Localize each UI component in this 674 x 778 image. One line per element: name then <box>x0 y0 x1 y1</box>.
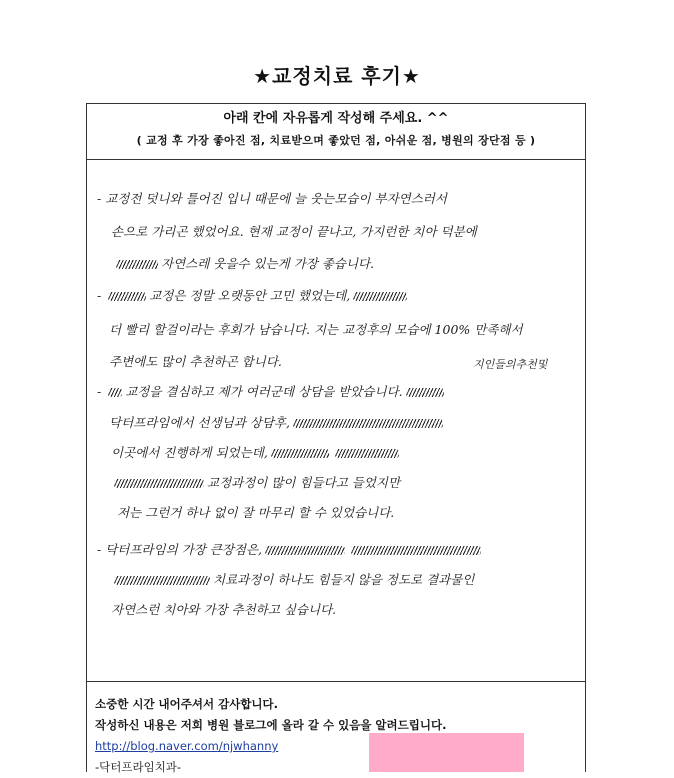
handwritten-line-wrap <box>111 570 474 588</box>
handwritten-line: 치료과정이 하나도 힘들지 않을 정도로 결과물인 <box>213 572 475 587</box>
crossed-out-scribble <box>353 292 407 301</box>
handwritten-margin-note: 지인들의추천및 <box>473 358 548 371</box>
handwritten-line: 자연스레 웃을수 있는게 가장 좋습니다. <box>161 256 375 271</box>
redaction-block <box>369 733 524 772</box>
handwritten-line-wrap: - 교정을 결심하고 제가 여러군데 상담을 받았습니다. <box>97 382 447 400</box>
review-form-box <box>86 103 586 772</box>
handwritten-review <box>87 160 585 680</box>
footer-divider <box>87 681 585 682</box>
handwritten-line: 교정을 결심하고 제가 여러군데 상담을 받았습니다. <box>125 384 403 399</box>
crossed-out-scribble <box>406 388 444 397</box>
handwritten-line-wrap <box>111 473 400 491</box>
form-header <box>87 104 585 160</box>
crossed-out-scribble <box>351 546 481 555</box>
handwritten-line: 닥터프라임에서 선생님과 상담후, <box>109 415 290 430</box>
crossed-out-scribble <box>293 419 443 428</box>
handwritten-line-wrap <box>109 413 446 431</box>
handwritten-line: 저는 그런거 하나 없이 잘 마무리 할 수 있었습니다. <box>117 505 395 520</box>
crossed-out-scribble <box>108 388 122 397</box>
handwritten-line-wrap <box>111 443 402 461</box>
handwritten-line: 교정과정이 많이 힘들다고 들었지만 <box>207 475 401 490</box>
handwritten-line: 더 빨리 할걸이라는 후회가 남습니다. 지는 교정후의 모습에 100% 만족해서 <box>109 322 523 337</box>
handwritten-line: - 닥터프라임의 가장 큰장점은, <box>97 542 263 557</box>
handwritten-line: 자연스런 치아와 가장 추천하고 싶습니다. <box>111 602 337 617</box>
handwritten-line-wrap <box>113 254 374 272</box>
crossed-out-scribble <box>114 576 210 585</box>
handwritten-line: - 교정전 덧니와 틀어진 입니 때문에 늘 웃는모습이 부자연스러서 <box>97 191 447 206</box>
handwritten-line-wrap <box>97 540 484 558</box>
crossed-out-scribble <box>116 260 158 269</box>
blog-notice-text: 작성하신 내용은 저희 병원 블로그에 올라 갈 수 있음을 알려드립니다. <box>95 718 447 732</box>
blog-link[interactable]: http://blog.naver.com/njwhanny <box>95 739 279 753</box>
handwritten-line: 주변에도 많이 추천하곤 합니다. <box>109 354 282 369</box>
form-instruction-detail: ( 교정 후 가장 좋아진 점, 치료받으며 좋았던 점, 아쉬운 점, 병원의 장단점 등 ) <box>136 134 536 147</box>
crossed-out-scribble <box>114 479 204 488</box>
form-instruction: 아래 칸에 자유롭게 작성해 주세요. ^^ <box>223 111 449 126</box>
crossed-out-scribble <box>335 449 399 458</box>
crossed-out-scribble <box>265 546 345 555</box>
handwritten-line: 손으로 가리곤 했었어요. 현재 교정이 끝나고, 가지런한 치아 덕분에 <box>111 224 477 239</box>
crossed-out-scribble <box>108 292 146 301</box>
handwritten-line-wrap: - 교정은 정말 오랫동안 고민 했었는데, <box>97 286 410 304</box>
thanks-text: 소중한 시간 내어주셔서 감사합니다. <box>95 697 279 711</box>
crossed-out-scribble <box>271 449 329 458</box>
clinic-signature: -닥터프라임치과- <box>95 760 182 774</box>
page-title: ★교정치료 후기★ <box>253 64 421 88</box>
handwritten-line: 이곳에서 진행하게 되었는데, <box>111 445 268 460</box>
handwritten-line: 교정은 정말 오랫동안 고민 했었는데, <box>149 288 351 303</box>
